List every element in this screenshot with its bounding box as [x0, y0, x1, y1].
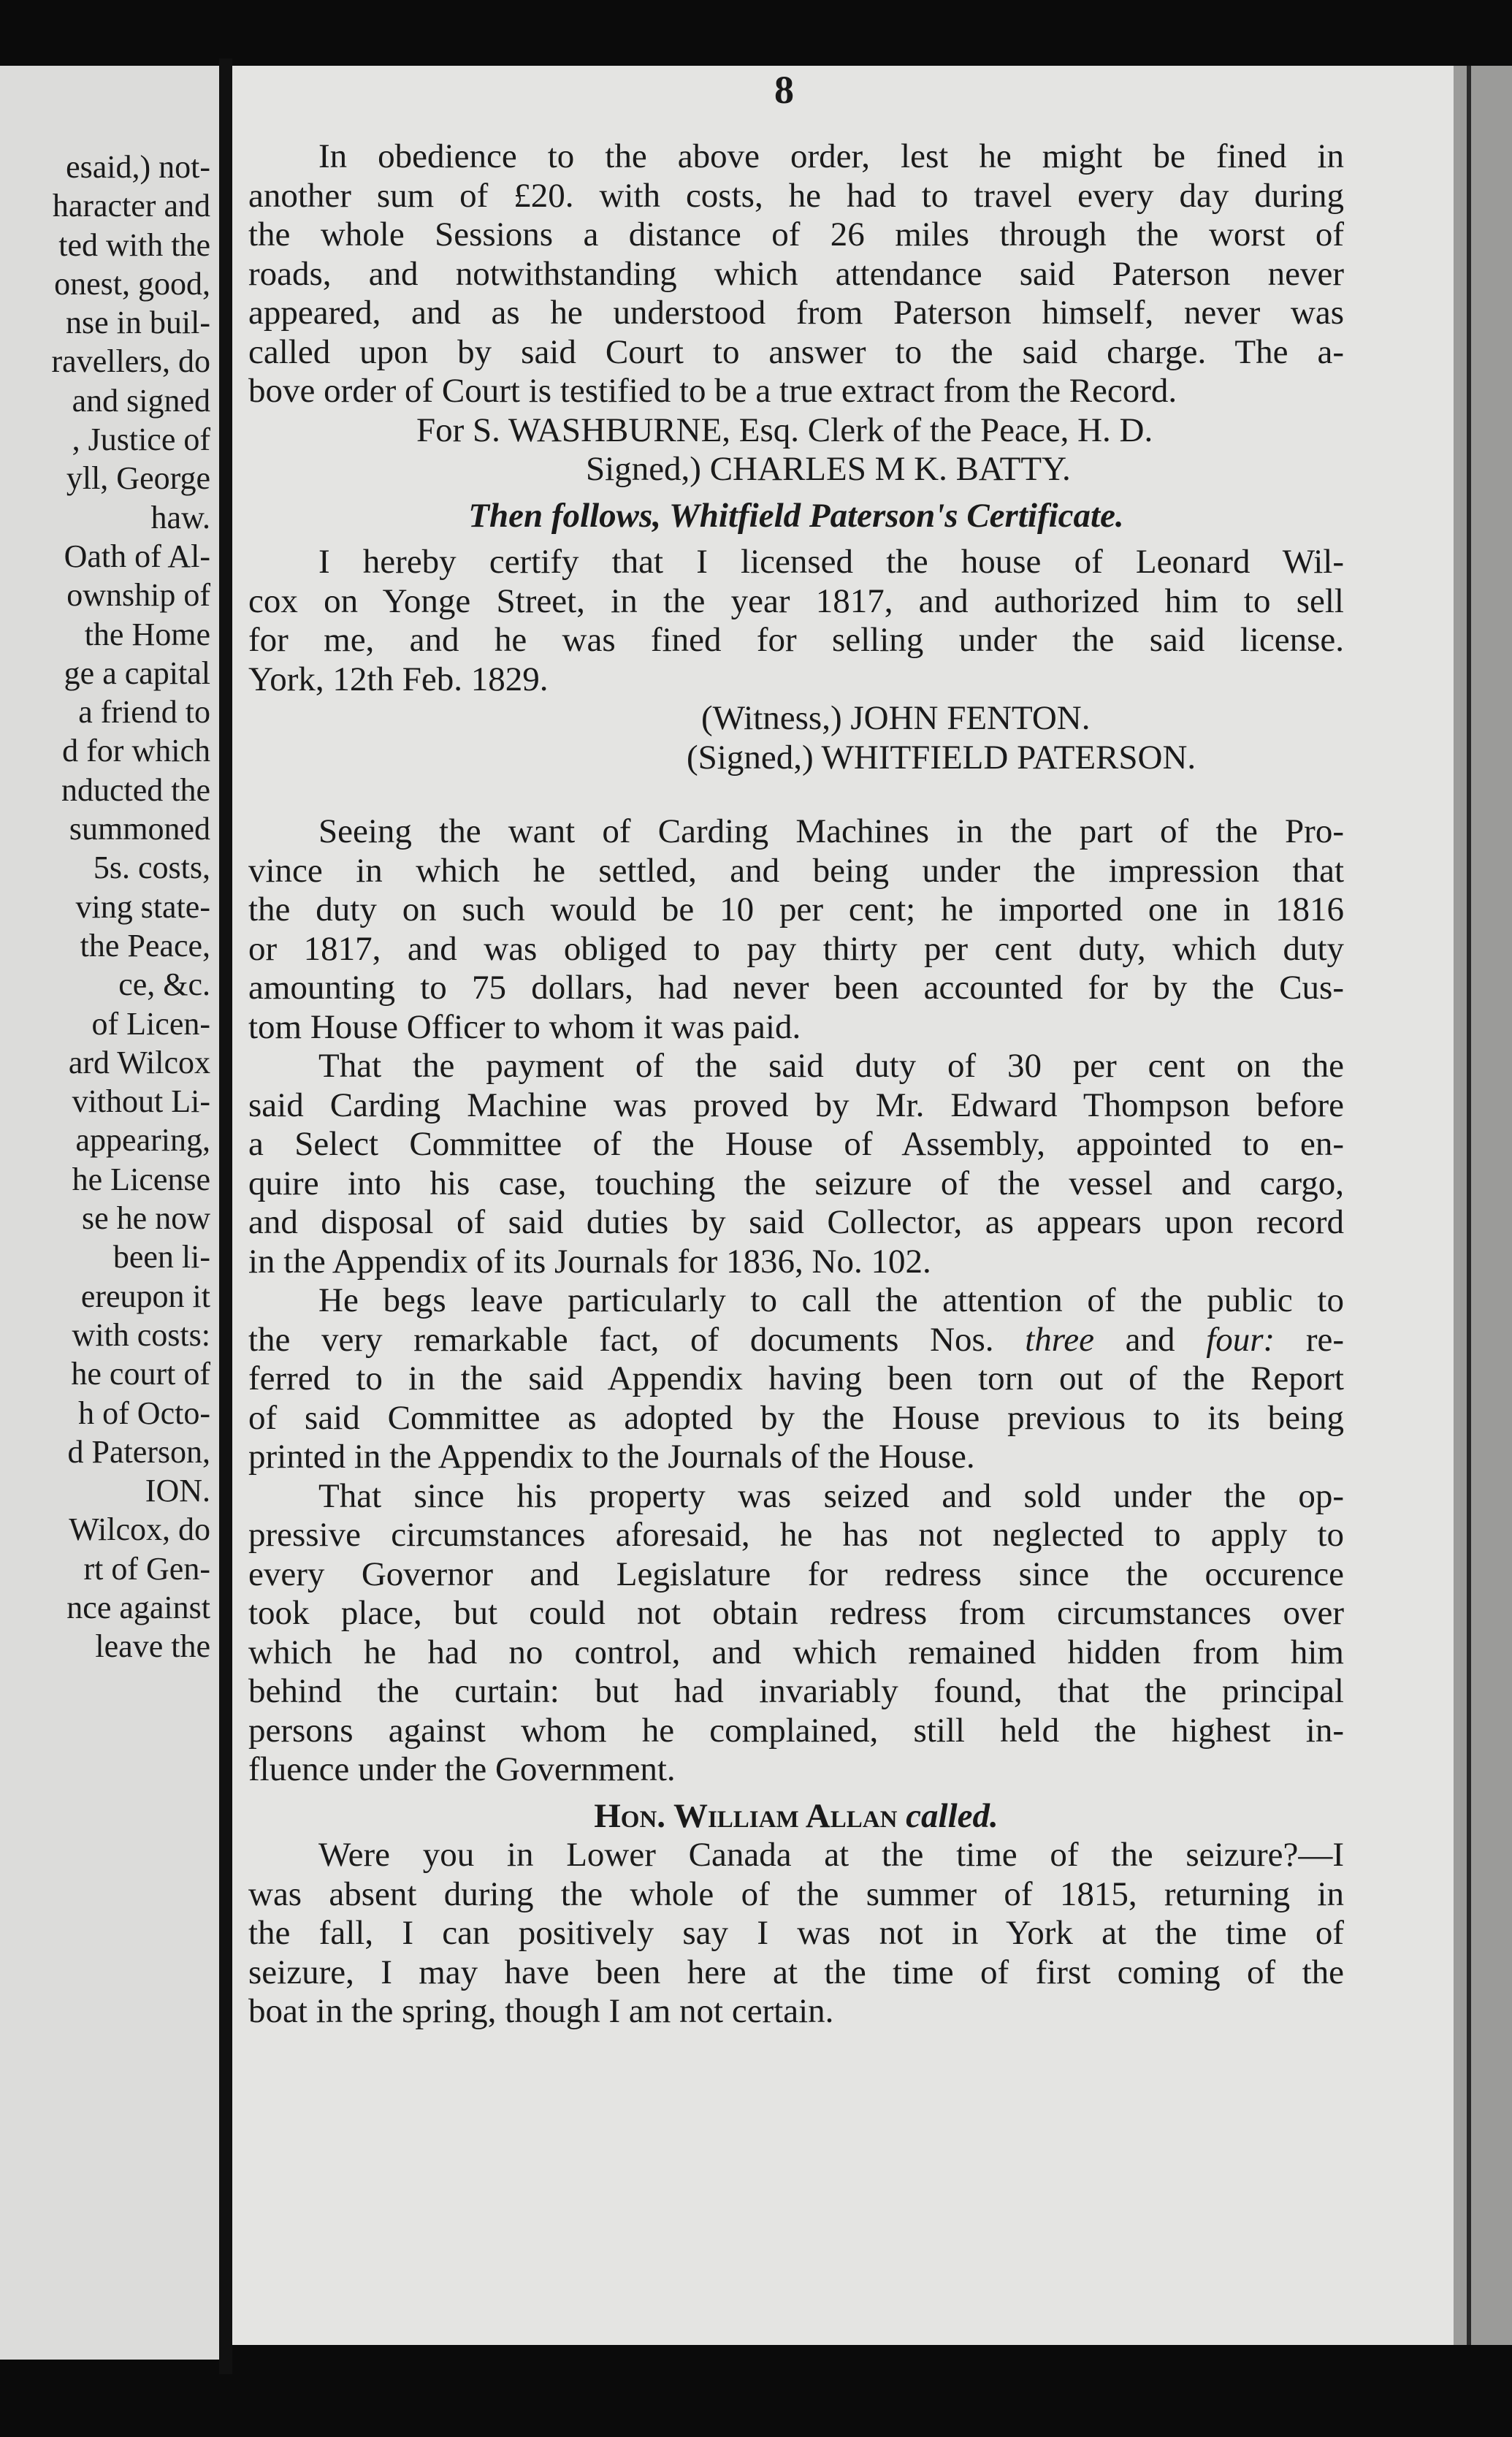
left-fragment-line: ION. [145, 1473, 210, 1509]
text-line: In obedience to the above order, lest he might be fined in [318, 137, 1344, 175]
text-line: and disposal of said duties by said Collector, as appears upon record [248, 1203, 1344, 1241]
text-line: was absent during the whole of the summer of 1815, returning in [248, 1875, 1344, 1913]
signature-paterson: (Signed,) WHITFIELD PATERSON. [687, 738, 1196, 777]
text-line: boat in the spring, though I am not certain. [248, 1992, 834, 2030]
text-line: printed in the Appendix to the Journals of the House. [248, 1438, 975, 1476]
left-fragment-line: , Justice of [72, 422, 210, 458]
text-line: I hereby certify that I licensed the house of Leonard Wil- [318, 543, 1344, 581]
text-line: That since his property was seized and sold under the op- [318, 1476, 1344, 1515]
left-page-fragment [0, 66, 219, 2360]
text-line: Seeing the want of Carding Machines in the part of the Pro- [318, 812, 1344, 850]
left-fragment-line: nducted the [61, 771, 210, 808]
text-line: which he had no control, and which remained hidden from him [248, 1633, 1344, 1671]
left-fragment-line: ravellers, do [51, 343, 210, 380]
text-line: the fall, I can positively say I was not in York at the time of [248, 1914, 1344, 1952]
left-fragment-line: ge a capital [64, 655, 210, 691]
text-line: a Select Committee of the House of Assembly, appointed to en- [248, 1125, 1344, 1163]
text-line: fluence under the Government. [248, 1750, 676, 1788]
page-content [248, 137, 1344, 2032]
paragraph-redress [248, 1477, 1344, 1790]
text-line: behind the curtain: but had invariably found, that the principal [248, 1672, 1344, 1710]
text-line: persons against whom he complained, still held the highest in- [248, 1711, 1344, 1750]
text-line: cox on Yonge Street, in the year 1817, and authorized him to sell [248, 581, 1344, 620]
paragraph-testimony [248, 1836, 1344, 2032]
left-fragment-line: haw. [150, 499, 210, 535]
paragraph-duty-proved [248, 1047, 1344, 1281]
text-line: Were you in Lower Canada at the time of the seizure?—I [318, 1836, 1344, 1874]
text-line: He begs leave particularly to call the attention of the public to [318, 1281, 1344, 1319]
signature-batty: Signed,) CHARLES M K. BATTY. [586, 450, 1071, 488]
left-fragment-line: summoned [69, 811, 210, 847]
text-line: amounting to 75 dollars, had never been accounted for by the Cus- [248, 969, 1344, 1007]
left-fragment-line: he court of [71, 1356, 210, 1392]
left-fragment-line: Oath of Al- [64, 538, 210, 574]
text-line: the whole Sessions a distance of 26 miles through the worst of [248, 216, 1344, 253]
text-line: That the payment of the said duty of 30 per cent on the [318, 1047, 1344, 1085]
heading-certificate: Then follows, Whitfield Paterson's Certificate. [468, 496, 1124, 535]
text-line: the duty on such would be 10 per cent; he imported one in 1816 [248, 890, 1344, 928]
left-fragment-line: 5s. costs, [93, 850, 210, 886]
left-fragment-line: haracter and [52, 188, 210, 224]
left-fragment-line: h of Octo- [78, 1395, 210, 1431]
left-fragment-line: vithout Li- [72, 1083, 210, 1120]
text-line: for me, and he was fined for selling under the said license. [248, 621, 1344, 659]
text-line: or 1817, and was obliged to pay thirty per cent duty, which duty [248, 929, 1344, 968]
text-line: pressive circumstances aforesaid, he has not neglected to apply to [248, 1516, 1344, 1554]
left-fragment-line: onest, good, [54, 265, 210, 302]
left-fragment-line: ving state- [75, 888, 210, 925]
text-line: called upon by said Court to answer to the said charge. The a- [248, 332, 1344, 371]
text-line: York, 12th Feb. 1829. [248, 660, 549, 698]
left-fragment-line: nce against [66, 1589, 210, 1625]
text-line: of said Committee as adopted by the House previous to its being [248, 1398, 1344, 1437]
right-page-edge [1454, 66, 1512, 2345]
left-fragment-line: yll, George [66, 460, 210, 497]
text-line: quire into his case, touching the seizure of the vessel and cargo, [248, 1164, 1344, 1202]
text-line: another sum of £20. with costs, he had to travel every day during [248, 176, 1344, 215]
left-fragment-line: d Paterson, [67, 1433, 210, 1470]
left-fragment-line: ereupon it [80, 1278, 210, 1314]
text-line: ferred to in the said Appendix having been torn out of the Report [248, 1359, 1344, 1397]
text-line: appeared, and as he understood from Paterson himself, never was [248, 294, 1344, 332]
text-line: every Governor and Legislature for redress since the occurence [248, 1555, 1344, 1593]
left-fragment-line: ard Wilcox [68, 1044, 210, 1080]
left-column-text [0, 148, 219, 1666]
left-fragment-line: been li- [112, 1239, 210, 1275]
paragraph-carding-machines [248, 812, 1344, 1047]
text-line: roads, and notwithstanding which attendance said Paterson never [248, 254, 1344, 293]
page-number: 8 [774, 68, 794, 112]
paragraph-certificate [248, 543, 1344, 699]
left-fragment-line: of Licen- [91, 1005, 210, 1042]
page-gutter [219, 58, 232, 2374]
text-line: bove order of Court is testified to be a true extract from the Record. [248, 372, 1177, 410]
text-line: vince in which he settled, and being under the impression that [248, 851, 1344, 890]
text-line: tom House Officer to whom it was paid. [248, 1007, 801, 1046]
heading-allan-called: Hon. William Allan called. [594, 1796, 999, 1835]
text-line: in the Appendix of its Journals for 1836, No. 102. [248, 1242, 931, 1281]
left-fragment-line: with costs: [72, 1316, 210, 1353]
paragraph-documents [248, 1281, 1344, 1477]
text-line: the very remarkable fact, of documents Nos. three and four: re- [248, 1320, 1344, 1359]
left-fragment-line: d for which [62, 733, 210, 769]
left-fragment-line: ownship of [66, 577, 210, 614]
left-fragment-line: the Home [84, 616, 210, 652]
left-fragment-line: Wilcox, do [69, 1511, 210, 1548]
signature-witness: (Witness,) JOHN FENTON. [701, 699, 1091, 737]
text-line: seizure, I may have been here at the time of first coming of the [248, 1953, 1344, 1991]
left-fragment-line: nse in buil- [66, 305, 210, 341]
left-fragment-line: ted with the [58, 226, 210, 263]
left-fragment-line: rt of Gen- [83, 1550, 210, 1587]
left-fragment-line: and signed [72, 382, 210, 419]
left-fragment-line: se he now [82, 1200, 210, 1237]
left-fragment-line: ce, &c. [118, 966, 210, 1003]
text-line: said Carding Machine was proved by Mr. Edward Thompson before [248, 1086, 1344, 1124]
text-line: took place, but could not obtain redress from circumstances over [248, 1594, 1344, 1632]
paragraph-obedience [248, 137, 1344, 411]
signature-clerk: For S. WASHBURNE, Esq. Clerk of the Peace, H. D. [416, 411, 1153, 449]
left-fragment-line: appearing, [75, 1122, 210, 1159]
left-fragment-line: a friend to [78, 694, 210, 731]
left-fragment-line: he License [72, 1161, 210, 1197]
left-fragment-line: leave the [95, 1628, 210, 1665]
left-fragment-line: esaid,) not- [66, 149, 210, 185]
left-fragment-line: the Peace, [80, 927, 210, 964]
